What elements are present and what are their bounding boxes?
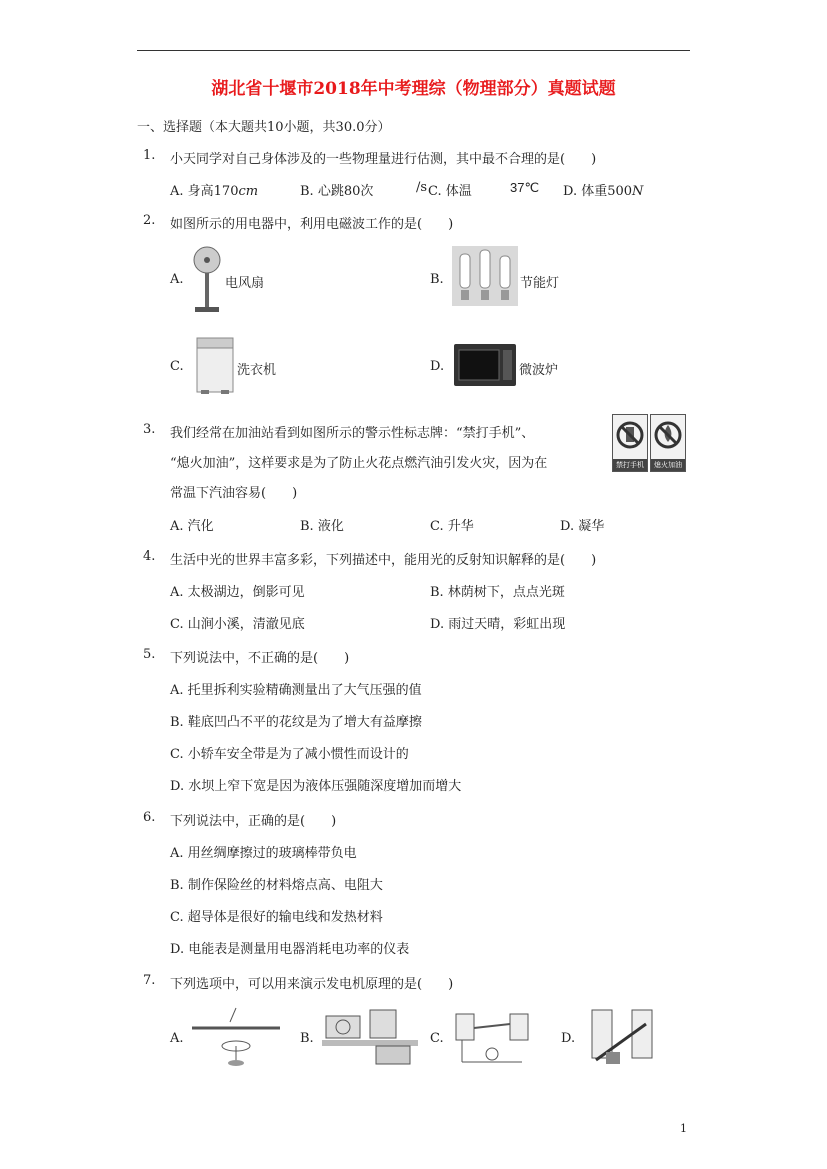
no-phone-icon — [613, 415, 647, 455]
engine-off-sign-label: 熄火加油 — [651, 459, 685, 471]
q1-option-b-unit: /s — [416, 180, 428, 195]
section-heading: 一、选择题（本大题共10小题，共30.0分） — [137, 120, 391, 135]
q5-option-a: A. 托里拆利实验精确测量出了大气压强的值 — [170, 683, 422, 698]
motor-apparatus-diagram — [320, 1006, 420, 1066]
q6-number: 6. — [143, 810, 156, 825]
q5-option-c: C. 小轿车安全带是为了减小惯性而设计的 — [170, 747, 409, 762]
washing-machine-image — [195, 334, 235, 396]
q6-option-d: D. 电能表是测量用电器消耗电功率的仪表 — [170, 942, 410, 957]
q2-option-b-label: 节能灯 — [520, 276, 560, 291]
oersted-experiment-diagram — [190, 1006, 282, 1068]
no-phone-sign-label: 禁打手机 — [613, 459, 647, 471]
electric-fan-image — [188, 244, 226, 316]
no-phone-sign — [612, 414, 648, 472]
q7-option-c-letter: C. — [430, 1031, 444, 1046]
q1-option-d: D. 体重500N — [563, 184, 644, 199]
microwave-oven-image — [454, 344, 516, 386]
q2-option-c-letter: C. — [170, 359, 184, 374]
top-rule — [137, 50, 690, 51]
q6-option-b: B. 制作保险丝的材料熔点高、电阻大 — [170, 878, 383, 893]
q1-option-b: B. 心跳80次 — [300, 184, 374, 199]
q1-stem: 小天同学对自己身体涉及的一些物理量进行估测，其中最不合理的是( ) — [170, 152, 597, 167]
q1-number: 1. — [143, 148, 156, 163]
q5-option-b: B. 鞋底凹凸不平的花纹是为了增大有益摩擦 — [170, 715, 422, 730]
q3-stem-line1: 我们经常在加油站看到如图所示的警示性标志牌：“禁打手机”、 — [170, 426, 535, 441]
q3-stem-line2: “熄火加油”，这样要求是为了防止火花点燃汽油引发火灾，因为在 — [170, 456, 548, 471]
page-title: 湖北省十堰市2018年中考理综（物理部分）真题试题 — [211, 79, 616, 99]
q4-option-b: B. 林荫树下，点点光斑 — [430, 585, 565, 600]
q5-option-d: D. 水坝上窄下宽是因为液体压强随深度增加而增大 — [170, 779, 462, 794]
energy-saving-lamp-image — [452, 246, 518, 306]
q7-option-a-letter: A. — [170, 1031, 184, 1046]
engine-off-sign — [650, 414, 686, 472]
q1-option-a: A. 身高170cm — [170, 184, 259, 199]
q4-option-c: C. 山涧小溪，清澈见底 — [170, 617, 305, 632]
q3-stem-line3: 常温下汽油容易( ) — [170, 486, 298, 501]
q7-option-d-letter: D. — [561, 1031, 576, 1046]
q5-number: 5. — [143, 647, 156, 662]
q2-option-a-letter: A. — [170, 272, 184, 287]
q1-option-c: C. 体温 — [428, 184, 472, 199]
q1-option-c-value: 37℃ — [510, 180, 540, 195]
q2-option-b-letter: B. — [430, 272, 444, 287]
q3-option-a: A. 汽化 — [170, 519, 214, 534]
q3-option-c: C. 升华 — [430, 519, 474, 534]
q6-option-a: A. 用丝绸摩擦过的玻璃棒带负电 — [170, 846, 357, 861]
q6-option-c: C. 超导体是很好的输电线和发热材料 — [170, 910, 383, 925]
q7-stem: 下列选项中，可以用来演示发电机原理的是( ) — [170, 977, 454, 992]
q2-stem: 如图所示的用电器中，利用电磁波工作的是( ) — [170, 217, 454, 232]
q4-option-d: D. 雨过天晴，彩虹出现 — [430, 617, 566, 632]
q2-option-d-letter: D. — [430, 359, 445, 374]
q3-option-d: D. 凝华 — [560, 519, 605, 534]
generator-setup-diagram — [452, 1006, 532, 1068]
q3-option-b: B. 液化 — [300, 519, 344, 534]
q4-stem: 生活中光的世界丰富多彩，下列描述中，能用光的反射知识解释的是( ) — [170, 553, 597, 568]
q6-stem: 下列说法中，正确的是( ) — [170, 814, 337, 829]
q2-option-c-label: 洗衣机 — [237, 363, 277, 378]
magnet-coil-diagram — [586, 1004, 658, 1068]
q2-number: 2. — [143, 213, 156, 228]
q4-number: 4. — [143, 549, 156, 564]
page-number: 1 — [680, 1122, 687, 1135]
q2-option-a-label: 电风扇 — [225, 276, 265, 291]
q3-number: 3. — [143, 422, 156, 437]
q7-option-b-letter: B. — [300, 1031, 314, 1046]
q2-option-d-label: 微波炉 — [519, 363, 559, 378]
no-fire-icon — [651, 415, 685, 455]
q5-stem: 下列说法中，不正确的是( ) — [170, 651, 350, 666]
q4-option-a: A. 太极湖边，倒影可见 — [170, 585, 305, 600]
q7-number: 7. — [143, 973, 156, 988]
